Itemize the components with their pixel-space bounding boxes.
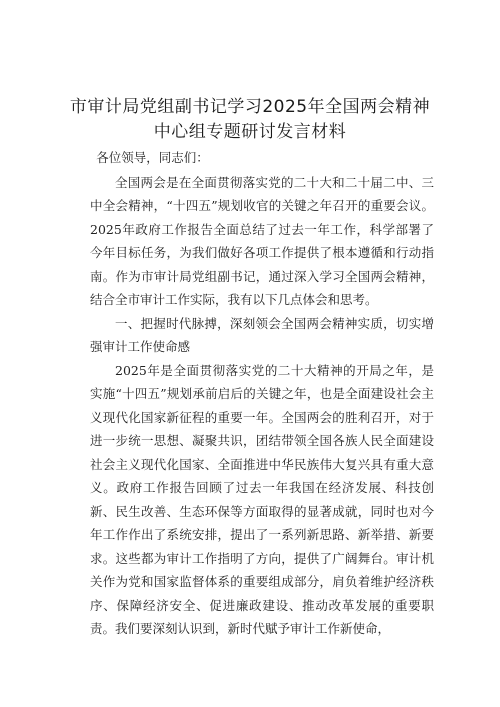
greeting: 各位领导，同志们： [96, 150, 209, 165]
paragraph-section-1: 2025年是全面贯彻落实党的二十大精神的开局之年，是实施“十四五”规划承前启后的关键之年，也是全面建设社会主义现代化国家新征程的重要一年。全国两会的胜利召开，对于进一步统一思想、凝聚共识，团结带领全国各族人民全面建设社会主义现代化国家、全面推进中华民族伟大复兴具有重大意义。政府工作报告回顾了过去一年我国在经济发展、科技创新、民生改善、生态环保等方面取得的显著成就，同时也对今年工作作出了系统安排，提出了一系列新思路、新举措、新要求。这些都为审计工作指明了方向，提供了广阔舞台。审计机关作为党和国家监督体系的重要组成部分，肩负着维护经济秩序、保障经济安全、促进廉政建设、推动改革发展的重要职责。我们要深刻认识到，新时代赋予审计工作新使命， [90, 362, 434, 636]
document-title-line-2: 中心组专题研讨发言材料 [153, 122, 347, 142]
document-body [90, 146, 434, 641]
paragraph-intro: 全国两会是在全面贯彻落实党的二十大和二十届二中、三中全会精神，“十四五”规划收官的关键之年召开的重要会议。2025年政府工作报告全面总结了过去一年工作，科学部署了今年目标任务，为我们做好各项工作提供了根本遵循和行动指南。作为市审计局党组副书记，通过深入学习全国两会精神，结合全市审计工作实际，我有以下几点体会和思考。 [90, 174, 434, 307]
document-title-line-1: 市审计局党组副书记学习2025年全国两会精神 [69, 97, 431, 117]
section-heading-1: 一、把握时代脉搏，深刻领会全国两会精神实质，切实增强审计工作使命感 [90, 315, 434, 354]
